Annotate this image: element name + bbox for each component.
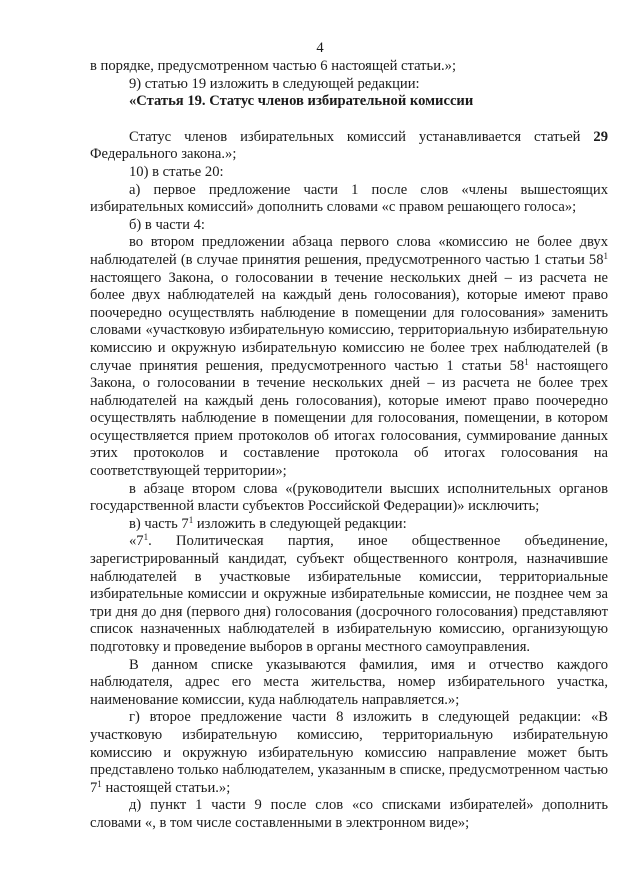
paragraph-p12 bbox=[90, 709, 608, 797]
text-segment: Федерального закона.»; bbox=[90, 146, 237, 163]
text-segment: г) второе предложение части 8 изложить в следующей редакции: «В участковую избирательную комиссию, территориальную избирательную комиссию и окружную избирательную комиссию направление может быть представлено только наблюдателем, указанным в списке, предусмотренном частью 7 bbox=[90, 709, 608, 796]
text-segment: настоящего Закона, о голосовании в течение нескольких дней – из расчета не более двух наблюдателей на каждый день голосования), которые имеют право поочередно осуществлять наблюдение в помещении для голосования» заменить словами «участковую избирательную комиссию, территориальную избирательную комиссию и окружную избирательную комиссию не более трех наблюдателей (в случае принятия решения, предусмотренного частью 1 статьи 58 bbox=[90, 269, 608, 374]
text-segment: 29 bbox=[593, 128, 608, 145]
text-segment: . Политическая партия, иное общественное объединение, зарегистрированный кандидат, субъект общественного контроля, назначившие наблюдателей в участковые избирательные комиссии, территориальные избирательные комиссии и окружные избирательные комиссии, не позднее чем за три дня до дня (первого дня) голосования (досрочного голосования) представляют список назначенных наблюдателей в избирательную комиссию, организующую подготовку и проведение выборов в органы местного самоуправления. bbox=[90, 533, 608, 655]
paragraph-p13 bbox=[90, 797, 608, 832]
text-segment: б) в части 4: bbox=[129, 216, 205, 233]
text-segment: 10) в статье 20: bbox=[129, 163, 224, 180]
text-segment: «7 bbox=[129, 533, 144, 550]
paragraph-p2 bbox=[90, 93, 608, 111]
paragraph-p4 bbox=[90, 164, 608, 182]
text-segment: «Статья 19. Статус членов избирательной комиссии bbox=[129, 93, 474, 110]
superscript: 1 bbox=[524, 356, 529, 367]
text-segment: Статус членов избирательных комиссий устанавливается статьей bbox=[129, 128, 594, 145]
paragraph-p3 bbox=[90, 129, 608, 164]
superscript: 1 bbox=[143, 532, 149, 543]
page-number: 4 bbox=[316, 40, 324, 56]
text-segment: В данном списке указываются фамилия, имя и отчество каждого наблюдателя, адрес его места жительства, номер избирательного участка, наименование комиссии, куда наблюдатель направляется.»; bbox=[90, 656, 608, 708]
paragraph-p9 bbox=[90, 516, 608, 534]
superscript: 1 bbox=[188, 514, 194, 525]
text-segment: в порядке, предусмотренном частью 6 настоящей статьи.»; bbox=[90, 58, 457, 74]
paragraph-p5 bbox=[90, 182, 608, 217]
paragraph-p1 bbox=[90, 76, 608, 94]
superscript: 1 bbox=[603, 250, 608, 261]
text-segment: д) пункт 1 части 9 после слов «со списками избирателей» дополнить словами «, в том числе составленными в электронном виде»; bbox=[90, 797, 608, 831]
paragraph-p8 bbox=[90, 481, 608, 516]
document-body bbox=[90, 58, 608, 833]
text-segment: настоящего Закона, о голосовании в течение нескольких дней – из расчета не более трех наблюдателей на каждый день голосования), которые имеют право поочередно осуществлять наблюдение в помещении для голосования, помещении, в котором осуществляется прием протоколов об итогах голосования, суммирование данных этих протоколов и составление протокола об итогах голосования на соответствующей территории»; bbox=[90, 357, 608, 480]
paragraph-p7 bbox=[90, 234, 608, 480]
paragraph-p11 bbox=[90, 657, 608, 710]
text-segment: настоящей статьи.»; bbox=[101, 779, 231, 796]
text-segment: изложить в следующей редакции: bbox=[193, 515, 407, 532]
paragraph-p10 bbox=[90, 533, 608, 656]
paragraph-p6 bbox=[90, 217, 608, 235]
superscript: 1 bbox=[97, 778, 102, 789]
paragraph-p0 bbox=[90, 58, 608, 76]
text-segment: в) часть 7 bbox=[129, 515, 189, 532]
text-segment: во втором предложении абзаца первого слова «комиссию не более двух наблюдателей (в случае принятия решения, предусмотренного частью 1 статьи 58 bbox=[90, 234, 608, 268]
text-segment: 9) статью 19 изложить в следующей редакции: bbox=[129, 75, 420, 92]
text-segment: а) первое предложение части 1 после слов «члены вышестоящих избирательных комиссий» дополнить словами «с правом решающего голоса»; bbox=[90, 181, 608, 216]
text-segment: в абзаце втором слова «(руководители высших исполнительных органов государственной власти субъектов Российской Федерации)» исключить; bbox=[90, 480, 608, 515]
